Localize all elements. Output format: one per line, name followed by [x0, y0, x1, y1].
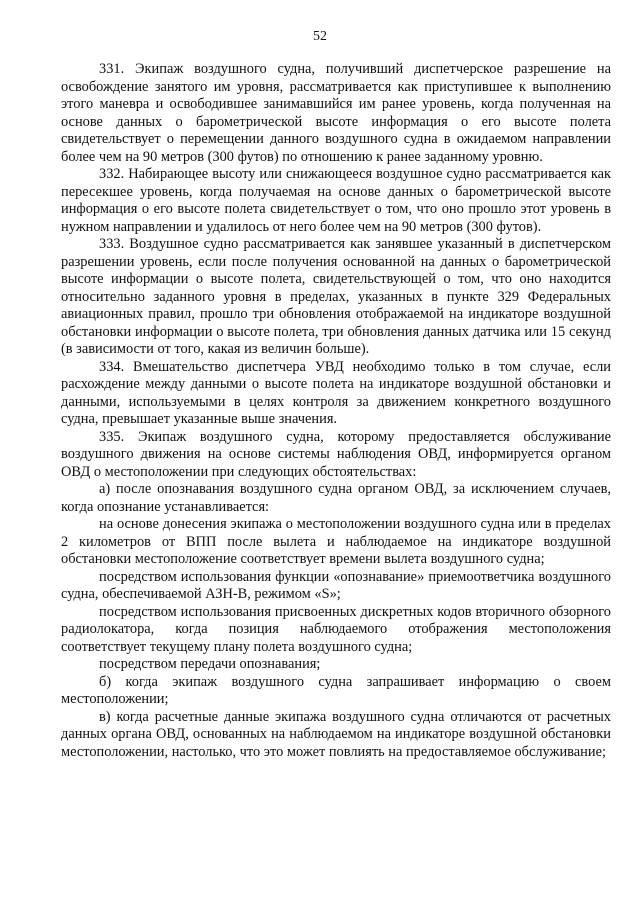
paragraph-333: 333. Воздушное судно рассматривается как занявшее указанный в диспетчерском разрешении уровень, если после получения основанной на данных о барометрической высоте информации о высоте полета, свидетельствующей о том, что оно находится относительно заданного уровня в пределах, указанных в пункте 329 Федеральных авиационных правил, прошло три обновления отображаемой на индикаторе воздушной обстановки информации о высоте полета, три обновления данных датчика или 15 секунд (в зависимости от того, какая из величин больше). — [61, 236, 611, 357]
paragraph-335-a-case-report: на основе донесения экипажа о местоположении воздушного судна или в пределах 2 километров от ВПП после вылета и наблюдаемое на индикаторе воздушной обстановки местоположение соответствует времени вылета воздушного судна; — [61, 516, 611, 567]
paragraph-334: 334. Вмешательство диспетчера УВД необходимо только в том случае, если расхождение между данными о высоте полета на индикаторе воздушной обстановки и данными, используемыми в целях контроля за движением конкретного воздушного судна, превышает указанные выше значения. — [61, 358, 611, 427]
document-body — [61, 61, 611, 761]
paragraph-335-item-v: в) когда расчетные данные экипажа воздушного судна отличаются от расчетных данных органа ОВД, основанных на наблюдаемом на индикаторе воздушной обстановки местоположении, настолько, что это может повлиять на предоставляемое обслуживание; — [61, 708, 611, 760]
page-number: 52 — [313, 29, 327, 44]
paragraph-335-a-case-ident-function: посредством использования функции «опознавание» приемоответчика воздушного судна, обеспечиваемой АЗН-В, режимом «S»; — [61, 568, 611, 602]
paragraph-335-item-b: б) когда экипаж воздушного судна запрашивает информацию о своем местоположении; — [61, 673, 611, 707]
paragraph-332: 332. Набирающее высоту или снижающееся воздушное судно рассматривается как пересекшее уровень, когда получаемая на основе данных о барометрической высоте информация о его высоте полета свидетельствует о том, что оно прошло этот уровень в нужном направлении и удалилось от него более чем на 90 метров (300 футов). — [61, 166, 611, 235]
paragraph-335-a-case-transfer: посредством передачи опознавания; — [99, 656, 321, 672]
paragraph-335-item-a: а) после опознавания воздушного судна органом ОВД, за исключением случаев, когда опознание устанавливается: — [61, 481, 611, 515]
paragraph-331: 331. Экипаж воздушного судна, получивший диспетчерское разрешение на освобождение занятого им уровня, рассматривается как приступившее к выполнению этого маневра и освободившее занимавшийся им ранее уровень, когда полученная на основе данных о барометрической высоте информация о его высоте полета свидетельствует о перемещении данного воздушного судна в ожидаемом направлении более чем на 90 метров (300 футов) по отношению к ранее заданному уровню. — [61, 61, 611, 165]
paragraph-335: 335. Экипаж воздушного судна, которому предоставляется обслуживание воздушного движения на основе системы наблюдения ОВД, информируется органом ОВД о местоположении при следующих обстоятельствах: — [61, 428, 611, 480]
paragraph-335-a-case-discrete-codes: посредством использования присвоенных дискретных кодов вторичного обзорного радиолокатора, когда позиция наблюдаемого отображения местоположения соответствует текущему плану полета воздушного судна; — [61, 603, 611, 655]
